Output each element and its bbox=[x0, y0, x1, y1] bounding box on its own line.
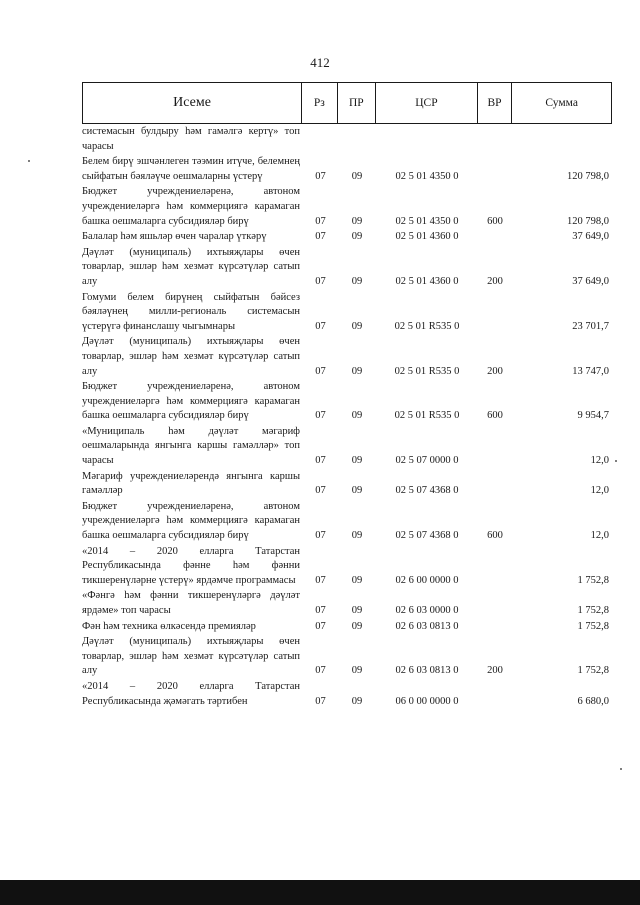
row-rz: 07 bbox=[315, 231, 326, 243]
row-sum: 9 954,7 bbox=[577, 410, 609, 422]
row-rz: 07 bbox=[315, 665, 326, 677]
page-number: 412 bbox=[310, 55, 330, 70]
table-row bbox=[82, 680, 612, 709]
row-vr: 200 bbox=[487, 665, 503, 677]
table-header bbox=[82, 82, 612, 124]
row-rz: 07 bbox=[315, 605, 326, 616]
row-rz: 07 bbox=[315, 485, 326, 497]
row-sum: 1 752,8 bbox=[577, 620, 609, 632]
row-pr: 09 bbox=[351, 695, 363, 707]
row-pr: 09 bbox=[351, 530, 363, 542]
scan-edge-bar bbox=[0, 880, 640, 905]
row-rz: 07 bbox=[315, 365, 326, 377]
row-name: «Фәнгә һәм фәнни тикшеренүләргә дәүләт ярдәме» топ чарасы bbox=[82, 590, 300, 616]
table-row bbox=[82, 589, 612, 618]
row-pr: 09 bbox=[351, 455, 363, 467]
table-row bbox=[82, 125, 612, 154]
row-pr: 09 bbox=[351, 665, 363, 677]
table-row bbox=[82, 155, 612, 184]
row-csr: 02 5 01 4350 0 bbox=[395, 215, 459, 227]
row-pr: 09 bbox=[351, 320, 363, 332]
row-pr: 09 bbox=[351, 485, 363, 497]
row-rz: 07 bbox=[315, 620, 326, 632]
table-row bbox=[82, 635, 612, 679]
row-pr: 09 bbox=[351, 231, 363, 243]
scan-speck bbox=[615, 460, 617, 462]
row-rz: 07 bbox=[315, 215, 326, 227]
row-csr: 02 5 01 4360 0 bbox=[395, 275, 459, 287]
row-csr: 02 5 07 0000 0 bbox=[395, 455, 459, 467]
row-sum: 1 752,8 bbox=[577, 665, 609, 677]
row-pr: 09 bbox=[351, 365, 363, 377]
row-rz: 07 bbox=[315, 410, 326, 422]
table-row bbox=[82, 545, 612, 589]
row-name: «2014 – 2020 елларга Татарстан Республикасында фәнне һәм фәнни тикшеренүләрне үстерү» ярдәмче программасы bbox=[82, 545, 300, 586]
table-row bbox=[82, 500, 612, 544]
row-csr: 02 5 01 4350 0 bbox=[395, 170, 459, 182]
row-rz: 07 bbox=[315, 320, 326, 332]
row-vr: 600 bbox=[487, 410, 503, 422]
row-csr: 02 5 07 4368 0 bbox=[395, 530, 459, 542]
row-name: Бюджет учреждениеләренә, автоном учреждениеләргә һәм коммерциягә карамаган башка оешмаларга субсидияләр бирү bbox=[82, 381, 300, 422]
header-rz: Рз bbox=[301, 83, 337, 123]
row-rz: 07 bbox=[315, 170, 326, 182]
row-name: Дәүләт (муниципаль) ихтыяҗлары өчен товарлар, эшләр һәм хезмәт күрсәтүләр сатып алу bbox=[82, 636, 300, 677]
row-csr: 02 6 03 0813 0 bbox=[395, 620, 459, 632]
row-sum: 1 752,8 bbox=[577, 605, 609, 616]
row-rz: 07 bbox=[315, 275, 326, 287]
row-sum: 6 680,0 bbox=[577, 695, 609, 707]
row-name: Фән һәм техника өлкәсендә премияләр bbox=[82, 620, 256, 632]
row-name: Дәүләт (муниципаль) ихтыяҗлары өчен товарлар, эшләр һәм хезмәт күрсәтүләр сатып алу bbox=[82, 336, 300, 377]
row-sum: 13 747,0 bbox=[572, 365, 609, 377]
row-rz: 07 bbox=[315, 574, 326, 586]
row-sum: 12,0 bbox=[590, 455, 609, 467]
table-body bbox=[82, 125, 612, 709]
row-name: Бюджет учреждениеләренә, автоном учреждениеләргә һәм коммерциягә карамаган башка оешмаларга субсидияләр бирү bbox=[82, 500, 300, 542]
row-pr: 09 bbox=[351, 275, 363, 287]
table-row bbox=[82, 470, 612, 499]
header-vr: ВР bbox=[477, 83, 512, 123]
row-vr: 600 bbox=[487, 215, 503, 227]
row-name: «Муниципаль һәм дәүләт мәгариф оешмаларында янгынга каршы гамәлләр» топ чарасы bbox=[82, 425, 300, 467]
header-sum: Сумма bbox=[511, 83, 611, 123]
table-row bbox=[82, 335, 612, 379]
row-sum: 12,0 bbox=[590, 485, 609, 497]
row-csr: 02 5 01 R535 0 bbox=[394, 410, 460, 422]
row-pr: 09 bbox=[351, 170, 363, 182]
table-row bbox=[82, 230, 612, 245]
row-sum: 120 798,0 bbox=[567, 215, 609, 227]
header-pr: ПР bbox=[337, 83, 376, 123]
row-sum: 12,0 bbox=[590, 530, 609, 542]
scan-speck bbox=[28, 160, 30, 162]
header-csr: ЦСР bbox=[375, 83, 477, 123]
table-row bbox=[82, 291, 612, 335]
row-sum: 37 649,0 bbox=[572, 231, 609, 243]
row-vr: 200 bbox=[487, 365, 503, 377]
row-name: Дәүләт (муниципаль) ихтыяҗлары өчен товарлар, эшләр һәм хезмәт күрсәтүләр сатып алу bbox=[82, 246, 300, 287]
row-sum: 23 701,7 bbox=[572, 320, 609, 332]
row-csr: 02 6 03 0000 0 bbox=[395, 605, 459, 616]
table-row bbox=[82, 246, 612, 290]
row-csr: 02 5 07 4368 0 bbox=[395, 485, 459, 497]
row-rz: 07 bbox=[315, 695, 326, 707]
row-csr: 02 5 01 4360 0 bbox=[395, 231, 459, 243]
row-csr: 02 6 03 0813 0 bbox=[395, 665, 459, 677]
scan-speck bbox=[620, 768, 622, 770]
row-pr: 09 bbox=[351, 605, 363, 616]
row-name: системасын булдыру һәм гамәлгә кертү» топ чарасы bbox=[82, 126, 300, 152]
row-rz: 07 bbox=[315, 530, 326, 542]
row-csr: 02 5 01 R535 0 bbox=[394, 320, 460, 332]
row-sum: 37 649,0 bbox=[572, 275, 609, 287]
row-pr: 09 bbox=[351, 620, 363, 632]
table-row bbox=[82, 620, 612, 635]
table-row bbox=[82, 380, 612, 424]
row-name: Белем бирү эшчәнлеген тәэмин итүче, белемнең сыйфатын бәяләүче оешмаларны үстерү bbox=[82, 156, 300, 182]
row-name: Мәгариф учреждениеләрендә янгынга каршы гамәлләр bbox=[82, 470, 300, 497]
row-sum: 1 752,8 bbox=[577, 574, 609, 586]
row-name: Гомуми белем бирүнең сыйфатын бәйсез бәяләүнең милли-региональ системасын үстерүгә финанслашу чыгымнары bbox=[82, 291, 300, 332]
row-rz: 07 bbox=[315, 455, 326, 467]
row-pr: 09 bbox=[351, 574, 363, 586]
row-sum: 120 798,0 bbox=[567, 170, 609, 182]
row-name: Балалар һәм яшьләр өчен чаралар үткәрү bbox=[82, 231, 267, 243]
row-csr: 02 5 01 R535 0 bbox=[394, 365, 460, 377]
table-row bbox=[82, 185, 612, 229]
row-vr: 200 bbox=[487, 275, 503, 287]
budget-table bbox=[82, 82, 612, 709]
row-name: Бюджет учреждениеләренә, автоном учреждениеләргә һәм коммерциягә карамаган башка оешмаларга субсидияләр бирү bbox=[82, 186, 300, 227]
row-vr: 600 bbox=[487, 530, 503, 542]
header-name: Исеме bbox=[173, 95, 211, 110]
row-csr: 06 0 00 0000 0 bbox=[395, 695, 459, 707]
row-pr: 09 bbox=[351, 215, 363, 227]
table-row bbox=[82, 425, 612, 469]
row-name: «2014 – 2020 елларга Татарстан Республикасында җәмәгать тәртибен bbox=[82, 680, 300, 707]
row-csr: 02 6 00 0000 0 bbox=[395, 574, 459, 586]
row-pr: 09 bbox=[351, 410, 363, 422]
